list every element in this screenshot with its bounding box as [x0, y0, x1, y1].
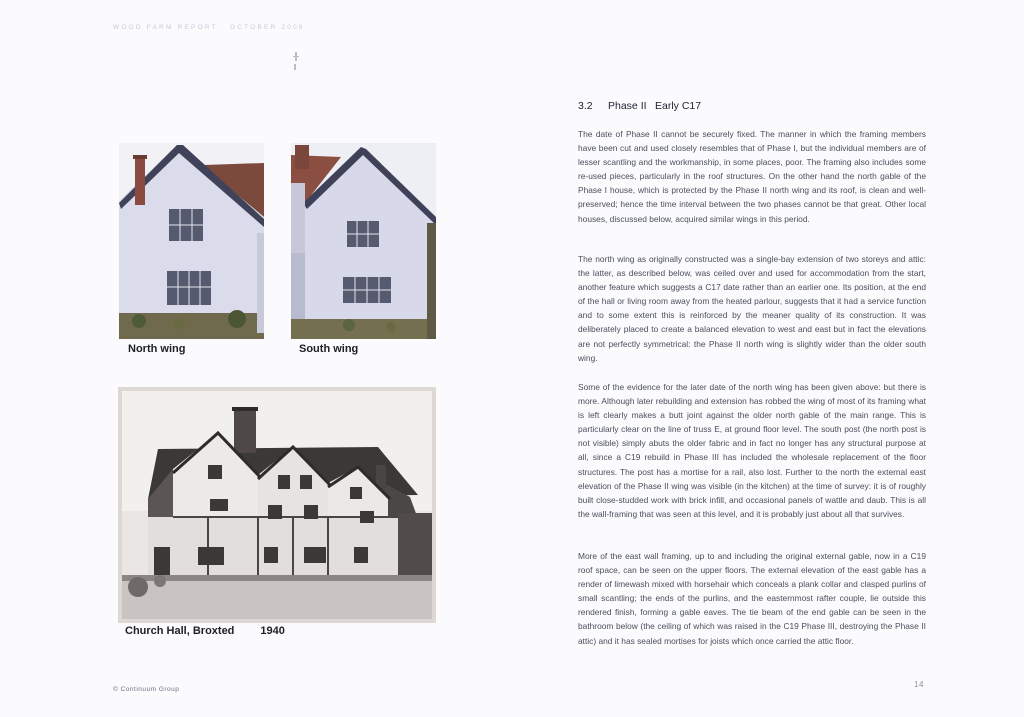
body-paragraph: Some of the evidence for the later date of the north wing has been given above: but there is more. Although later rebuilding and extension has robbed the wing of most of its framing what is left clearly makes a butt joint against the older north gable of the main range. This is particularly clear on the line of truss E, at ground floor level. The south post (the north post is not visible) simply abuts the older fabric and in fact no longer has any structural purpose at all, since a C19 rebuild in Phase III has included the wholesale replacement of the floor structures. The post has a mortise for a rail, also lost. Further to the north the external east elevation of the Phase II wing was visible (in the kitchen) at the time of survey: it is of roughly built close-studded work with brick infill, and occasional panels of wattle and daub. This is all the wall-framing that was seen at this level, and it is probably just about all that survives.	[578, 382, 926, 519]
north-wing-photo	[119, 143, 264, 339]
north-wing-caption: North wing	[128, 343, 186, 355]
body-paragraph: The north wing as originally constructed was a single-bay extension of two storeys and attic: the latter, as described below, was ceiled over and used for accommodation from the start, another feature which suggests a C17 date rather than an earlier one. Its position, at the end of the hall or living room away from the heated parlour, suggests that it had a service function and to some extent this is reinforced by the meaner quality of its construction. It was deliberately placed to create a balanced elevation to west and east but in fact the elevations are not perfectly symmetrical: the Phase II north wing is slightly wider than the older south wing.	[578, 254, 926, 363]
body-paragraph: The date of Phase II cannot be securely fixed. The manner in which the framing members have been cut and used closely resembles that of Phase I, but the individual members are of lesser scantling and the workmanship, in some places, poor. The framing also includes some re-used pieces, particularly in the roof structures. On the other hand the north gable of the Phase I house, which is protected by the Phase II north wing and its roof, is clean and well-preserved; hence the time interval between the two phases cannot be that great. Other local houses, discussed below, acquired similar wings in this period.	[578, 129, 926, 224]
page-number: 14	[914, 680, 924, 689]
church-hall-photo	[118, 387, 436, 623]
church-hall-caption	[125, 625, 285, 637]
section-heading	[578, 100, 701, 112]
section-number: 3.2	[578, 100, 593, 112]
body-paragraph: More of the east wall framing, up to and including the original external gable, now in a C19 roof space, can be seen on the upper floors. The external elevation of the east gable has a render of limewash mixed with horsehair which conceals a plank collar and clasped purlins of small scantling; the ends of the purlins, and the easternmost rafter couple, lie outside this rendered finish, forming a gable eaves. The tie beam of the end gable can be seen in the bathroom below (the ceiling of which was raised in the C19 Phase III, destroying the Phase II attic) and it has sealed mortises for joists which once carried the attic floor.	[578, 551, 926, 646]
church-hall-year: 1940	[260, 625, 285, 637]
footer-publisher: © Continuum Group	[113, 686, 180, 693]
section-phase: Phase II	[608, 100, 647, 112]
south-wing-photo	[291, 143, 436, 339]
south-wing-caption: South wing	[299, 343, 359, 355]
running-header: WOOD FARM REPORT · OCTOBER 2008	[113, 24, 305, 31]
church-hall-title: Church Hall, Broxted	[125, 625, 235, 637]
section-period: Early C17	[655, 100, 702, 112]
scan-mark	[293, 52, 299, 72]
